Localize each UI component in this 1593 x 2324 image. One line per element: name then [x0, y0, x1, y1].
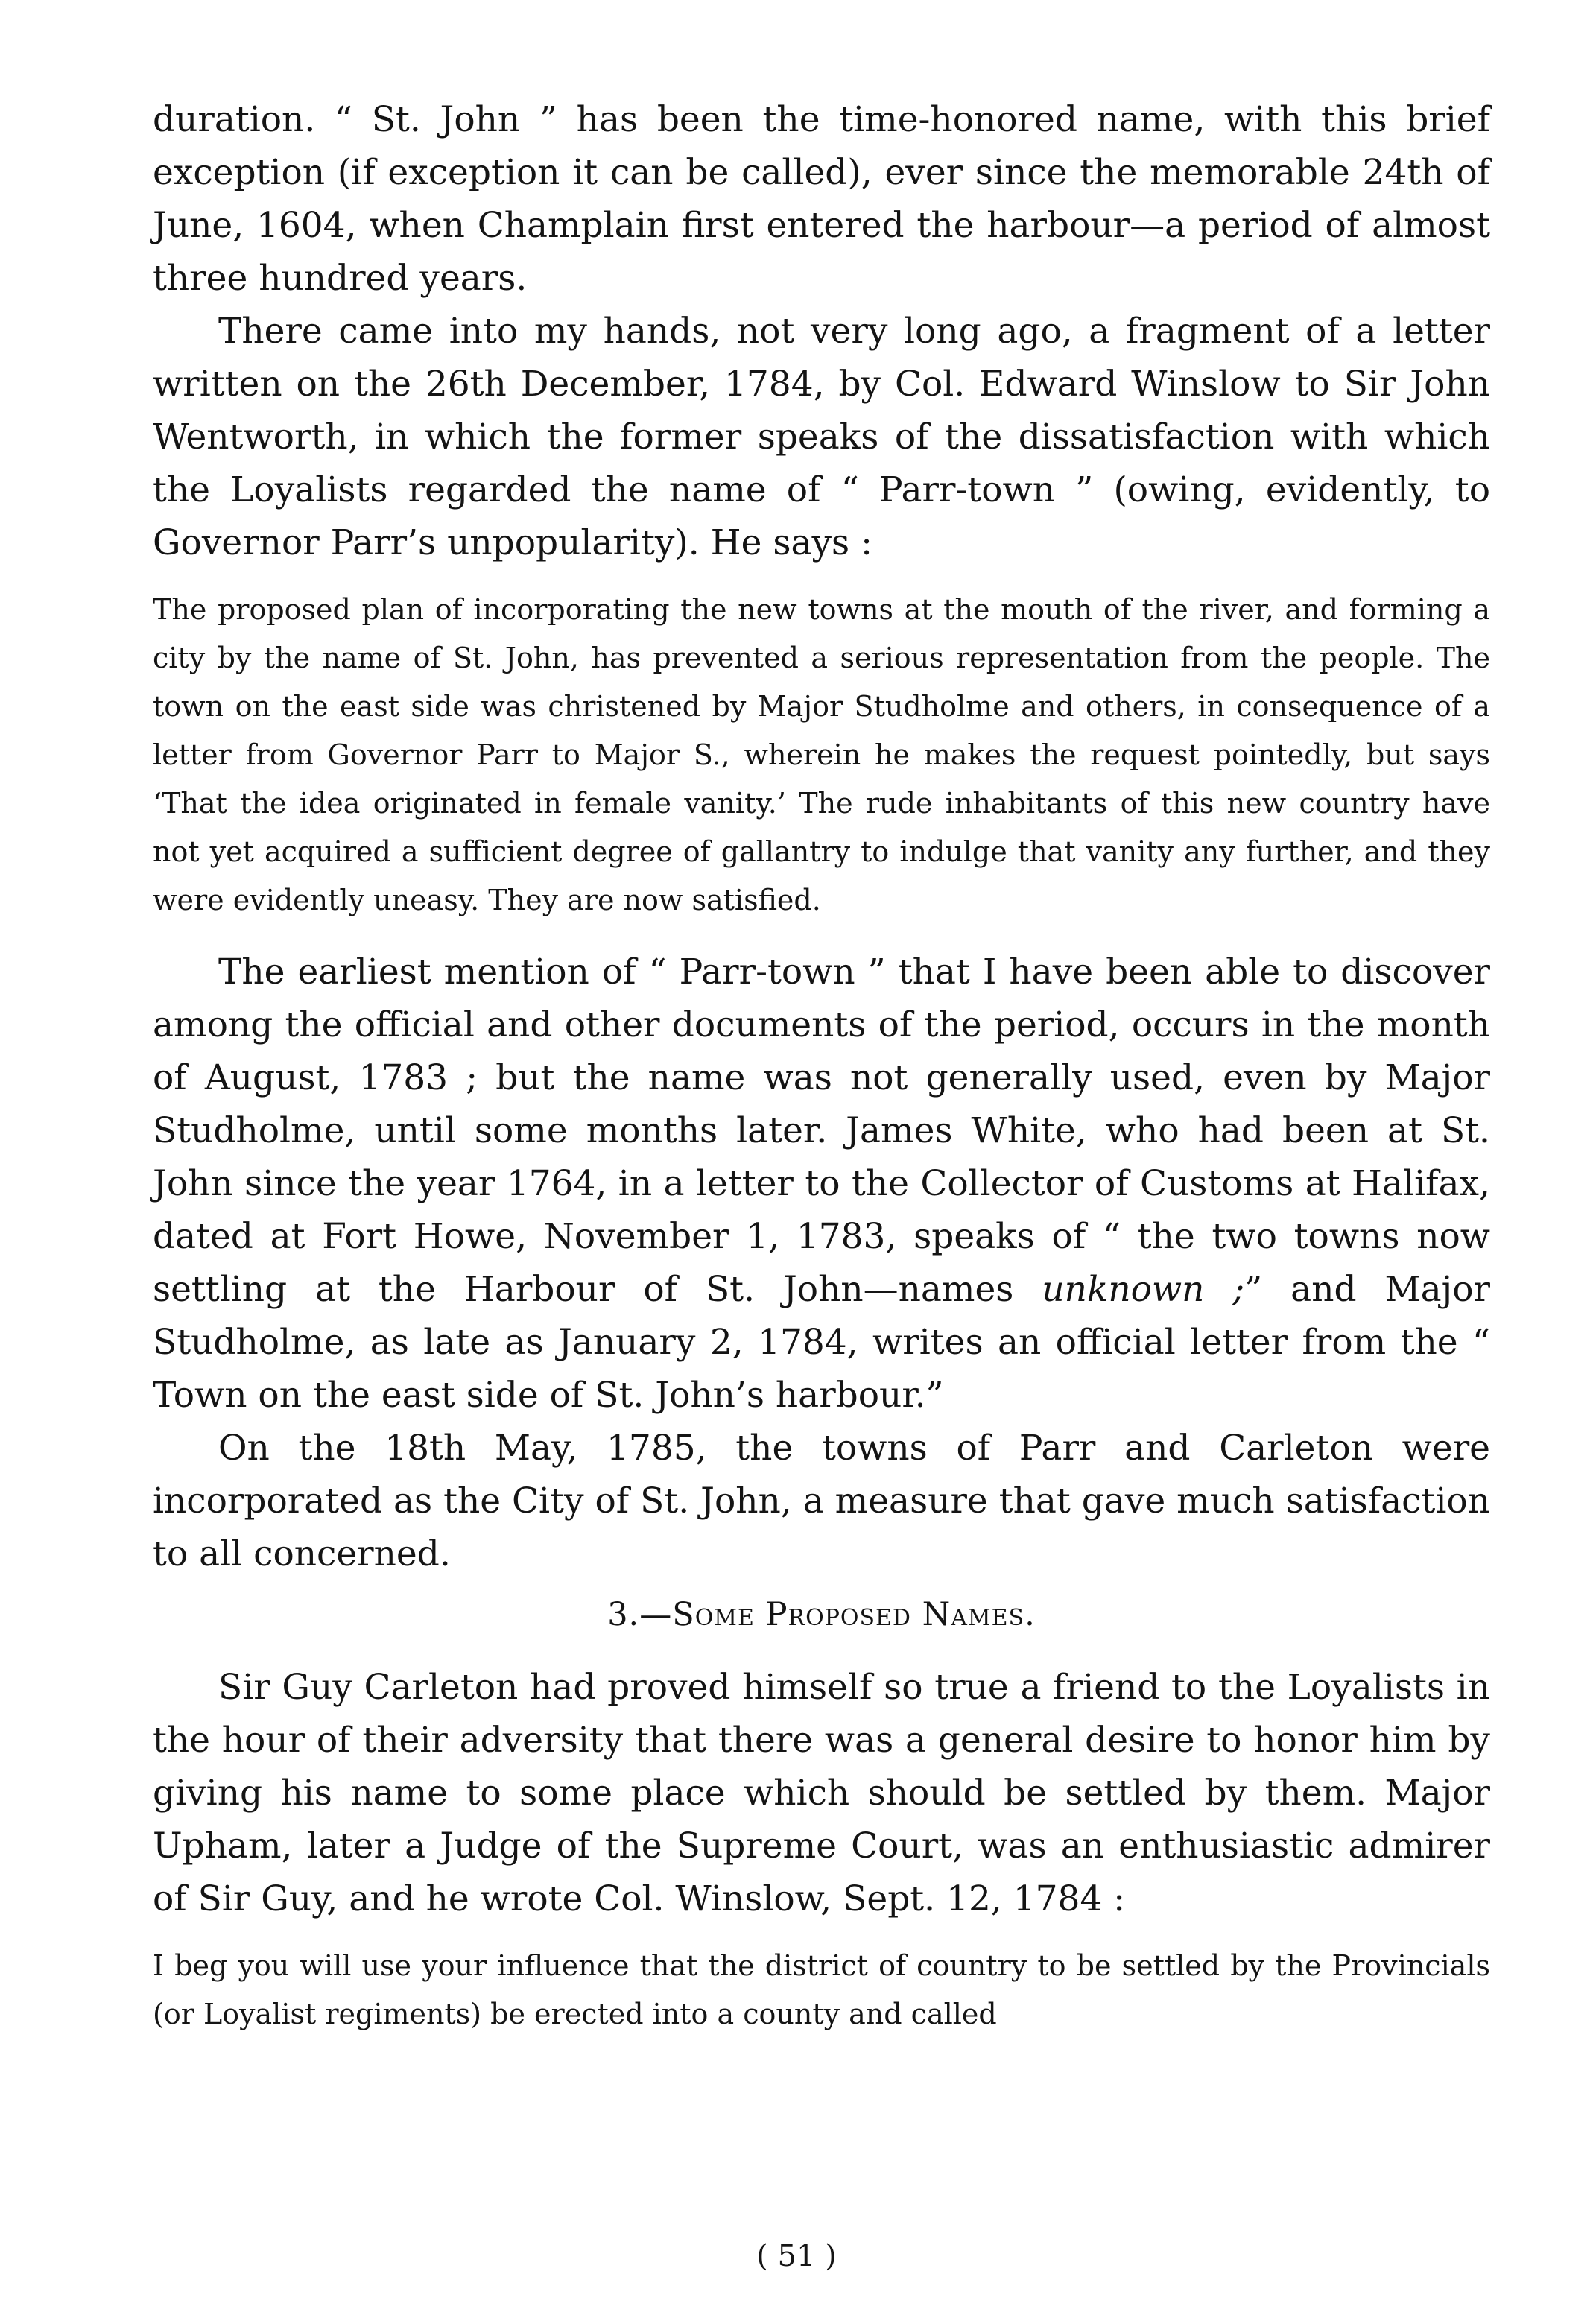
section-number: 3.— — [607, 1596, 673, 1633]
paragraph-3-italic: unknown ; — [1042, 1269, 1245, 1310]
paragraph-1: duration. “ St. John ” has been the time-honored name, with this brief exception (if exception it can be called), ever since the memorable 24th of June, 1604, when Champlain first entered the harbour—a period of almost three hundred years. — [153, 99, 1490, 299]
paragraph-4: On the 18th May, 1785, the towns of Parr and Carleton were incorporated as the City of St. John, a measure that gave much satisfaction to all concerned. — [153, 1428, 1490, 1574]
section-title: Some Proposed Names. — [672, 1596, 1036, 1633]
paragraph-3 — [153, 946, 1490, 1422]
quote-upham: I beg you will use your influence that the district of country to be settled by the Provincials (or Loyalist regiments) be erected into a county and called — [153, 1949, 1490, 2030]
section-heading — [153, 1591, 1490, 1638]
paragraph-2: There came into my hands, not very long ago, a fragment of a letter written on the 26th December, 1784, by Col. Edward Winslow to Sir John Wentworth, in which the former speaks of the dissatisfaction with which the Loyalists regarded the name of “ Parr-town ” (owing, evidently, to Governor Parr’s unpopularity). He says : — [153, 311, 1490, 563]
quote-winslow: The proposed plan of incorporating the new towns at the mouth of the river, and forming a city by the name of St. John, has prevented a serious representation from the people. The town on the east side was christened by Major Studholme and others, in consequence of a letter from Governor Parr to Major S., wherein he makes the request pointedly, but says ‘That the idea originated in female vanity.’ The rude inhabitants of this new country have not yet acquired a sufficient degree of gallantry to indulge that vanity any further, and they were evidently uneasy. They are now satisfied. — [153, 593, 1490, 916]
page-number: ( 51 ) — [756, 2239, 837, 2273]
paragraph-5: Sir Guy Carleton had proved himself so true a friend to the Loyalists in the hour of their adversity that there was a general desire to honor him by giving his name to some place which should be settled by them. Major Upham, later a Judge of the Supreme Court, was an enthusiastic admirer of Sir Guy, and he wrote Col. Winslow, Sept. 12, 1784 : — [153, 1667, 1490, 1919]
paragraph-3-text-b: ” and Major Studholme, as late as January 2, 1784, writes an official letter from the “ Town on the east side of St. John’s harbour.” — [153, 1269, 1490, 1416]
page-content — [153, 93, 1490, 2039]
paragraph-3-text-a: The earliest mention of “ Parr-town ” that I have been able to discover among the official and other documents of the period, occurs in the month of August, 1783 ; but the name was not generally used, even by Major Studholme, until some months later. James White, who had been at St. John since the year 1764, in a letter to the Collector of Customs at Halifax, dated at Fort Howe, November 1, 1783, speaks of “ the two towns now settling at the Harbour of St. John—names — [153, 952, 1490, 1310]
